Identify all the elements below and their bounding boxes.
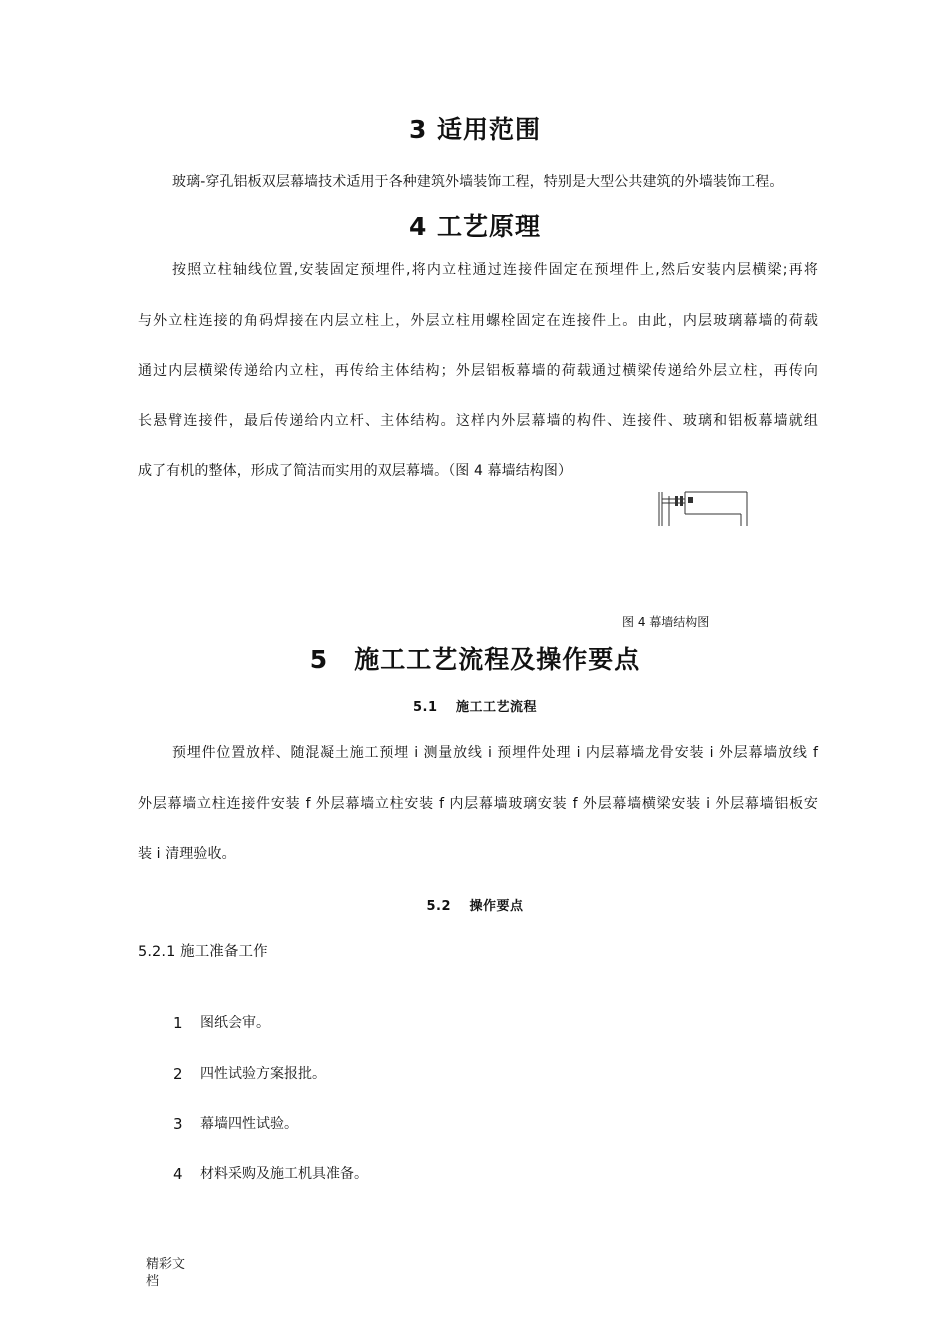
- page-footer: [146, 1256, 196, 1290]
- section-5-1-line-1: 预埋件位置放样、随混凝土施工预埋 i 测量放线 i 预埋件处理 i 内层幕墙龙骨安装 i 外层幕墙放线 f: [172, 745, 818, 761]
- curtain-wall-structure-figure: [655, 490, 751, 530]
- section-4-line-1: 按照立柱轴线位置,安装固定预埋件,将内立柱通过连接件固定在预埋件上,然后安装内层横梁;再将: [172, 262, 818, 278]
- list-item-number: 3: [173, 1115, 183, 1133]
- section-3-title: 3 适用范围: [408, 115, 542, 144]
- figure-4-caption: 图 4 幕墙结构图: [622, 615, 710, 629]
- footer-line-1: 精彩文: [146, 1257, 186, 1272]
- list-item-text: 幕墙四性试验。: [200, 1116, 298, 1132]
- section-5-2-title: 5.2 操作要点: [426, 899, 524, 914]
- list-item-number: 2: [173, 1065, 183, 1083]
- list-item-text: 四性试验方案报批。: [200, 1066, 326, 1082]
- section-4-line-4: 长悬臂连接件，最后传递给内立杆、主体结构。这样内外层幕墙的构件、连接件、玻璃和铝板幕墙就组: [138, 413, 818, 429]
- section-4-line-3: 通过内层横梁传递给内立柱，再传给主体结构；外层铝板幕墙的荷载通过横梁传递给外层立柱，再传向: [138, 363, 818, 379]
- section-4-line-2: 与外立柱连接的角码焊接在内层立柱上，外层立柱用螺栓固定在连接件上。由此，内层玻璃幕墙的荷载: [138, 313, 818, 329]
- section-5-1-line-2: 外层幕墙立柱连接件安装 f 外层幕墙立柱安装 f 内层幕墙玻璃安装 f 外层幕墙横梁安装 i 外层幕墙铝板安: [138, 796, 818, 812]
- section-5-1-line-3: 装 i 清理验收。: [138, 846, 236, 862]
- section-4-line-5: 成了有机的整体，形成了简洁而实用的双层幕墙。（图 4 幕墙结构图）: [138, 463, 573, 479]
- list-item-number: 4: [173, 1165, 183, 1183]
- list-item-text: 图纸会审。: [200, 1015, 270, 1031]
- section-3-paragraph: 玻璃-穿孔铝板双层幕墙技术适用于各种建筑外墙装饰工程，特别是大型公共建筑的外墙装饰工程。: [172, 174, 784, 190]
- section-4-title: 4 工艺原理: [408, 212, 542, 241]
- footer-line-2: 档: [146, 1274, 160, 1289]
- section-5-title: 5 施工工艺流程及操作要点: [309, 645, 641, 674]
- list-item-text: 材料采购及施工机具准备。: [200, 1166, 368, 1182]
- section-5-1-title: 5.1 施工工艺流程: [412, 700, 538, 715]
- list-item-number: 1: [173, 1014, 183, 1032]
- section-5-2-1-title: 5.2.1 施工准备工作: [138, 944, 268, 960]
